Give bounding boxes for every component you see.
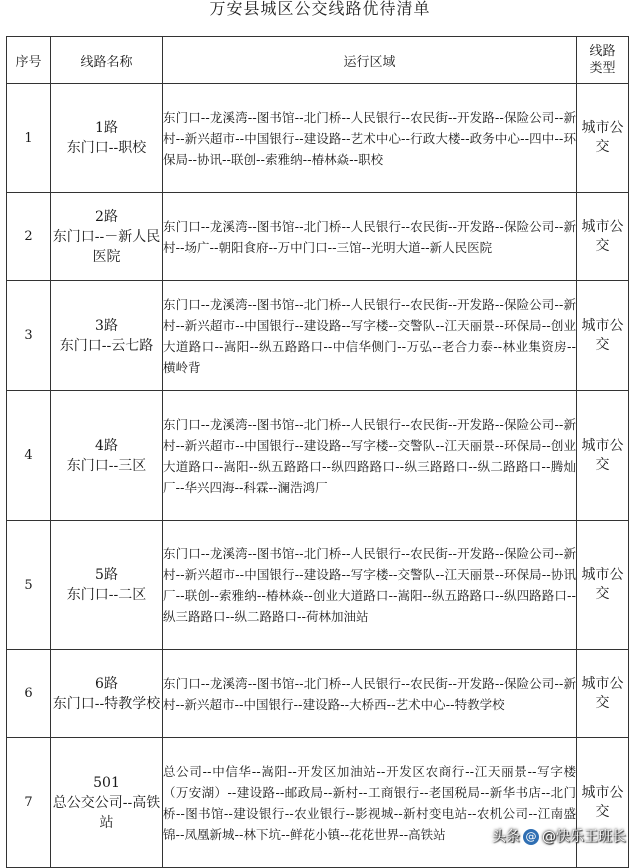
route-type: 城市公交 [577,738,629,868]
route-type: 城市公交 [577,391,629,521]
row-number: 4 [7,391,51,521]
route-number: 3路 [95,317,118,334]
table-row [7,738,629,868]
route-name-cell [51,650,163,738]
route-area: 东门口--龙溪湾--图书馆--北门桥--人民银行--农民街--开发路--保险公司--新村--新兴超市--中国银行--建设路--大桥西--艺术中心--特教学校 [163,650,577,738]
route-endpoints: 东门口--三区 [66,457,147,474]
route-area: 东门口--龙溪湾--图书馆--北门桥--人民银行--农民街--开发路--保险公司--新村--场广--朝阳食府--万中门口--三馆--光明大道--新人民医院 [163,193,577,281]
route-area: 东门口--龙溪湾--图书馆--北门桥--人民银行--农民街--开发路--保险公司--新村--新兴超市--中国银行--建设路--写字楼--交警队--江天丽景--环保局--创业大道路口--嵩阳--纵五路路口--纵四路路口--纵三路路口--纵二路路口--腾灿厂--华兴四海--科霖--澜浩鸿厂 [163,391,577,521]
route-endpoints: 总公交公司--高铁站 [52,794,161,831]
row-number: 2 [7,193,51,281]
at-icon: @ [523,829,539,845]
watermark [492,826,626,848]
route-area: 东门口--龙溪湾--图书馆--北门桥--人民银行--农民街--开发路--保险公司--新村--新兴超市--中国银行--建设路--写字楼--交警队--江天丽景--环保局--协讯厂--联创--索雅纳--椿林焱--创业大道路口--嵩阳--纵五路路口--纵四路路口--纵三路路口--纵二路路口--荷林加油站 [163,521,577,650]
row-number: 7 [7,738,51,868]
route-type: 城市公交 [577,521,629,650]
row-number: 5 [7,521,51,650]
table-row [7,281,629,391]
table-header-row [7,37,629,84]
header-route-name: 线路名称 [51,37,163,84]
row-number: 1 [7,84,51,193]
header-route-type-line1: 线路 [589,44,616,59]
route-area: 总公司--中信华--嵩阳--开发区加油站--开发区农商行--江天丽景--写字楼（万安湖）--建设路--邮政局--新村--工商银行--老国税局--新华书店--北门桥--图书馆--建设银行--农业银行--影视城--新村变电站--农机公司--江南盛锦--凤凰新城--林下坑--鲜花小镇--花花世界--高铁站 [163,738,577,868]
route-type: 城市公交 [577,84,629,193]
route-name-cell [51,193,163,281]
header-route-type-line2: 类型 [589,61,616,76]
table-row [7,391,629,521]
watermark-prefix: 头条 [492,829,520,845]
row-number: 3 [7,281,51,391]
header-route-type [577,37,629,84]
route-number: 5路 [95,567,118,583]
route-endpoints: 东门口--职校 [66,140,147,156]
route-number: 501 [93,774,120,791]
route-endpoints: 东门口--二区 [66,587,147,603]
page-title: 万安县城区公交线路优待清单 [209,0,431,18]
route-name-cell [51,84,163,193]
watermark-author: @快乐王班长 [542,829,626,845]
route-type: 城市公交 [577,193,629,281]
row-number: 6 [7,650,51,738]
route-name-cell [51,391,163,521]
table-row [7,521,629,650]
table-row [7,84,629,193]
route-number: 1路 [95,120,118,136]
table-row [7,193,629,281]
route-name-cell [51,738,163,868]
table-row [7,650,629,738]
route-endpoints: 东门口--特教学校 [52,695,161,712]
route-area: 东门口--龙溪湾--图书馆--北门桥--人民银行--农民街--开发路--保险公司--新村--新兴超市--中国银行--建设路--艺术中心--行政大楼--政务中心--四中--环保局--协讯--联创--索雅纳--椿林焱--职校 [163,84,577,193]
route-type: 城市公交 [577,650,629,738]
route-number: 2路 [95,208,118,225]
header-area: 运行区域 [163,37,577,84]
route-number: 4路 [95,437,118,454]
header-number: 序号 [7,37,51,84]
route-type: 城市公交 [577,281,629,391]
route-number: 6路 [95,675,118,692]
route-endpoints: 东门口--云七路 [59,337,154,354]
route-area: 东门口--龙溪湾--图书馆--北门桥--人民银行--农民街--开发路--保险公司--新村--新兴超市--中国银行--建设路--写字楼--交警队--江天丽景--环保局--创业大道路口--嵩阳--纵五路路口--中信华侧门--万弘--老合力泰--林业集资房--横岭背 [163,281,577,391]
route-name-cell [51,521,163,650]
route-endpoints: 东门口--－新人民医院 [52,228,161,265]
bus-route-table [6,36,629,868]
route-name-cell [51,281,163,391]
